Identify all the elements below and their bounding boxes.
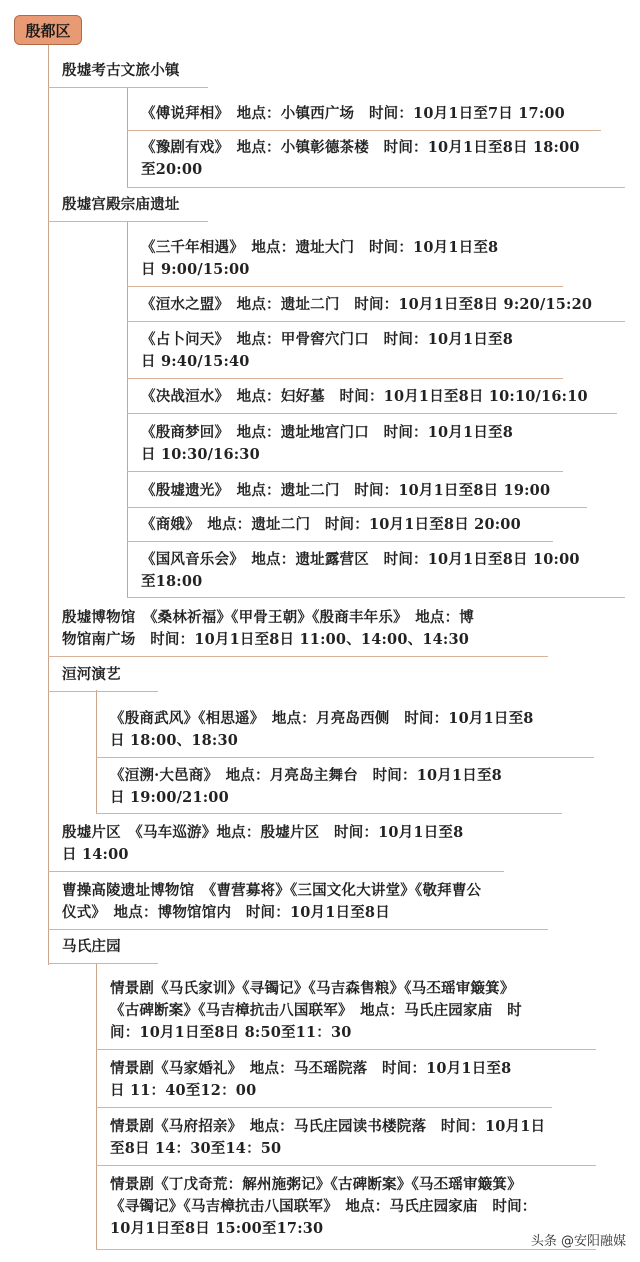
section-title-huanhe: 洹河演艺: [48, 662, 158, 692]
list-item: 《殷商梦回》 地点：遗址地宫门口 时间：10月1日至8 日 10:30/16:30: [127, 420, 563, 472]
section-title-mashi: 马氏庄园: [48, 934, 158, 964]
section-title-yizhi: 殷墟宫殿宗庙遗址: [48, 192, 208, 222]
district-root-node: 殷都区: [14, 15, 82, 45]
section-bowuguan: 殷墟博物馆 《桑林祈福》《甲骨王朝》《殷商丰年乐》 地点：博 物馆南广场 时间：10月1日至8日 11:00、14:00、14:30: [48, 605, 548, 657]
list-item: 情景剧《马氏家训》《寻镯记》《马吉森售粮》《马丕瑶审簸箕》 《古碑断案》《马吉樟抗击八国联军》 地点：马氏庄园家庙 时 间：10月1日至8日 8:50至11：30: [96, 976, 596, 1050]
section-pianqu: 殷墟片区 《马车巡游》地点：殷墟片区 时间：10月1日至8 日 14:00: [48, 820, 504, 872]
list-item: 《洹溯·大邑商》 地点：月亮岛主舞台 时间：10月1日至8 日 19:00/21:00: [96, 763, 562, 814]
list-item: 《傅说拜相》 地点：小镇西广场 时间：10月1日至7日 17:00: [127, 101, 601, 131]
list-item: 《国风音乐会》 地点：遗址露营区 时间：10月1日至8日 10:00 至18:00: [127, 547, 625, 598]
list-item: 《决战洹水》 地点：妇好墓 时间：10月1日至8日 10:10/16:10: [127, 384, 617, 414]
list-item: 情景剧《马家婚礼》 地点：马丕瑶院落 时间：10月1日至8 日 11：40至12：00: [96, 1056, 552, 1108]
list-item: 《殷墟遗光》 地点：遗址二门 时间：10月1日至8日 19:00: [127, 478, 587, 508]
list-item: 《殷商武风》《相思遥》 地点：月亮岛西侧 时间：10月1日至8 日 18:00、18:30: [96, 706, 594, 758]
list-item: 情景剧《丁戊奇荒：解州施粥记》《古碑断案》《马丕瑶审簸箕》 《寻镯记》《马吉樟抗击八国联军》 地点：马氏庄园家庙 时间： 10月1日至8日 15:00至17:30: [96, 1172, 596, 1250]
list-item: 《三千年相遇》 地点：遗址大门 时间：10月1日至8 日 9:00/15:00: [127, 235, 563, 287]
section-caocao: 曹操高陵遗址博物馆 《曹营募将》《三国文化大讲堂》《敬拜曹公 仪式》 地点：博物馆馆内 时间：10月1日至8日: [48, 878, 548, 930]
list-item: 《商娥》 地点：遗址二门 时间：10月1日至8日 20:00: [127, 512, 553, 542]
section-title-xiaozhen: 殷墟考古文旅小镇: [48, 58, 208, 88]
source-watermark: 头条 @安阳融媒: [530, 1234, 626, 1249]
list-item: 《占卜问天》 地点：甲骨窖穴门口 时间：10月1日至8 日 9:40/15:40: [127, 327, 563, 379]
list-item: 情景剧《马府招亲》 地点：马氏庄园读书楼院落 时间：10月1日 至8日 14：30至14：50: [96, 1114, 596, 1166]
list-item: 《豫剧有戏》 地点：小镇彰德茶楼 时间：10月1日至8日 18:00 至20:00: [127, 135, 625, 188]
list-item: 《洹水之盟》 地点：遗址二门 时间：10月1日至8日 9:20/15:20: [127, 292, 625, 322]
